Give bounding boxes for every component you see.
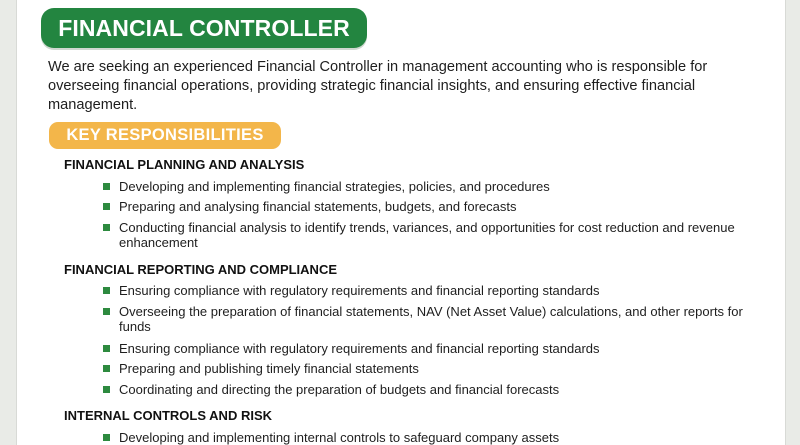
square-bullet-icon [103, 345, 110, 352]
list-item-text: Preparing and publishing timely financial statements [119, 361, 419, 376]
list-item-text: Preparing and analysing financial statements, budgets, and forecasts [119, 199, 517, 214]
intro-paragraph: We are seeking an experienced Financial Controller in management accounting who is responsible for overseeing financial operations, providing strategic financial insights, and ensuring effective financial management. [48, 59, 708, 113]
section-title-financial-planning: FINANCIAL PLANNING AND ANALYSIS [64, 157, 305, 172]
square-bullet-icon [103, 308, 110, 315]
square-bullet-icon [103, 365, 110, 372]
square-bullet-icon [103, 287, 110, 294]
list-item-text: Conducting financial analysis to identify trends, variances, and opportunities for cost reduction and revenue enhancement [119, 220, 735, 250]
section-title-internal-controls: INTERNAL CONTROLS AND RISK [64, 408, 272, 423]
section-title-financial-reporting: FINANCIAL REPORTING AND COMPLIANCE [64, 262, 337, 277]
square-bullet-icon [103, 203, 110, 210]
square-bullet-icon [103, 183, 110, 190]
list-item-text: Coordinating and directing the preparation of budgets and financial forecasts [119, 382, 560, 397]
list-item-text: Developing and implementing internal controls to safeguard company assets [119, 430, 560, 445]
list-item-text: Overseeing the preparation of financial statements, NAV (Net Asset Value) calculations, and other reports for funds [119, 304, 743, 334]
square-bullet-icon [103, 434, 110, 441]
square-bullet-icon [103, 224, 110, 231]
list-item-text: Developing and implementing financial strategies, policies, and procedures [119, 179, 550, 194]
list-item-text: Ensuring compliance with regulatory requirements and financial reporting standards [119, 341, 600, 356]
square-bullet-icon [103, 386, 110, 393]
list-item-text: Ensuring compliance with regulatory requirements and financial reporting standards [119, 283, 600, 298]
key-responsibilities-heading: KEY RESPONSIBILITIES [66, 126, 264, 144]
key-responsibilities-banner [49, 122, 281, 149]
job-title-banner [41, 8, 367, 48]
job-title: FINANCIAL CONTROLLER [58, 14, 350, 41]
